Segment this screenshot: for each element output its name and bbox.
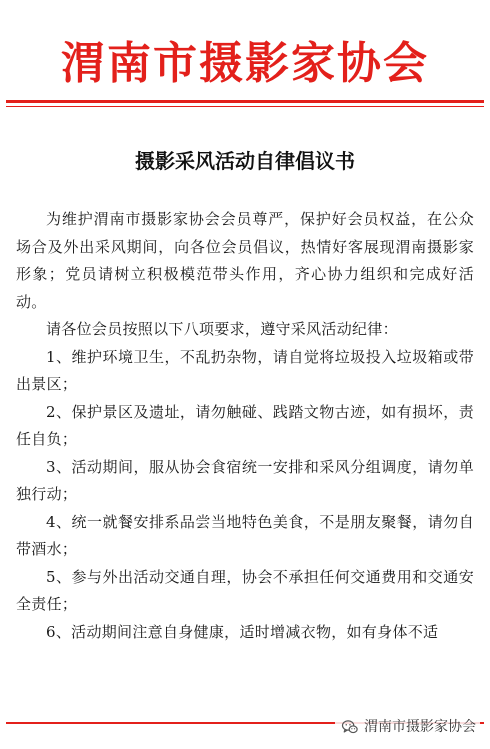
paragraph-rule-5: 5、参与外出活动交通自理，协会不承担任何交通费用和交通安全责任； (16, 567, 474, 613)
paragraph-rule-1: 1、维护环境卫生，不乱扔杂物，请自觉将垃圾投入垃圾箱或带出景区； (16, 347, 474, 393)
paragraph-rule-3: 3、活动期间，服从协会食宿统一安排和采风分组调度，请勿单独行动； (16, 457, 474, 503)
wechat-icon (341, 718, 359, 736)
header-rule-thin (6, 106, 484, 107)
header-rule-thick (6, 100, 484, 103)
document-title: 摄影采风活动自律倡议书 (135, 149, 355, 173)
paragraph-intro: 为维护渭南市摄影家协会会员尊严，保护好会员权益，在公众场合及外出采风期间，向各位会员倡议，热情好客展现渭南摄影家形象；党员请树立积极模范带头作用，齐心协力组织和完成好活动。 (16, 210, 474, 311)
paragraph-rule-2: 2、保护景区及遗址，请勿触碰、践踏文物古迹，如有损坏，责任自负； (16, 402, 474, 448)
watermark-text: 渭南市摄影家协会 (364, 719, 476, 735)
paragraph-rule-4: 4、统一就餐安排系品尝当地特色美食，不是朋友聚餐，请勿自带酒水； (16, 512, 474, 558)
org-name-heading: 渭南市摄影家协会 (61, 38, 429, 89)
paragraph-requirements: 请各位会员按照以下八项要求，遵守采风活动纪律： (46, 320, 398, 338)
paragraph-rule-6: 6、活动期间注意自身健康，适时增减衣物，如有身体不适 (46, 622, 439, 641)
source-watermark (335, 714, 480, 740)
document-body (16, 206, 474, 646)
